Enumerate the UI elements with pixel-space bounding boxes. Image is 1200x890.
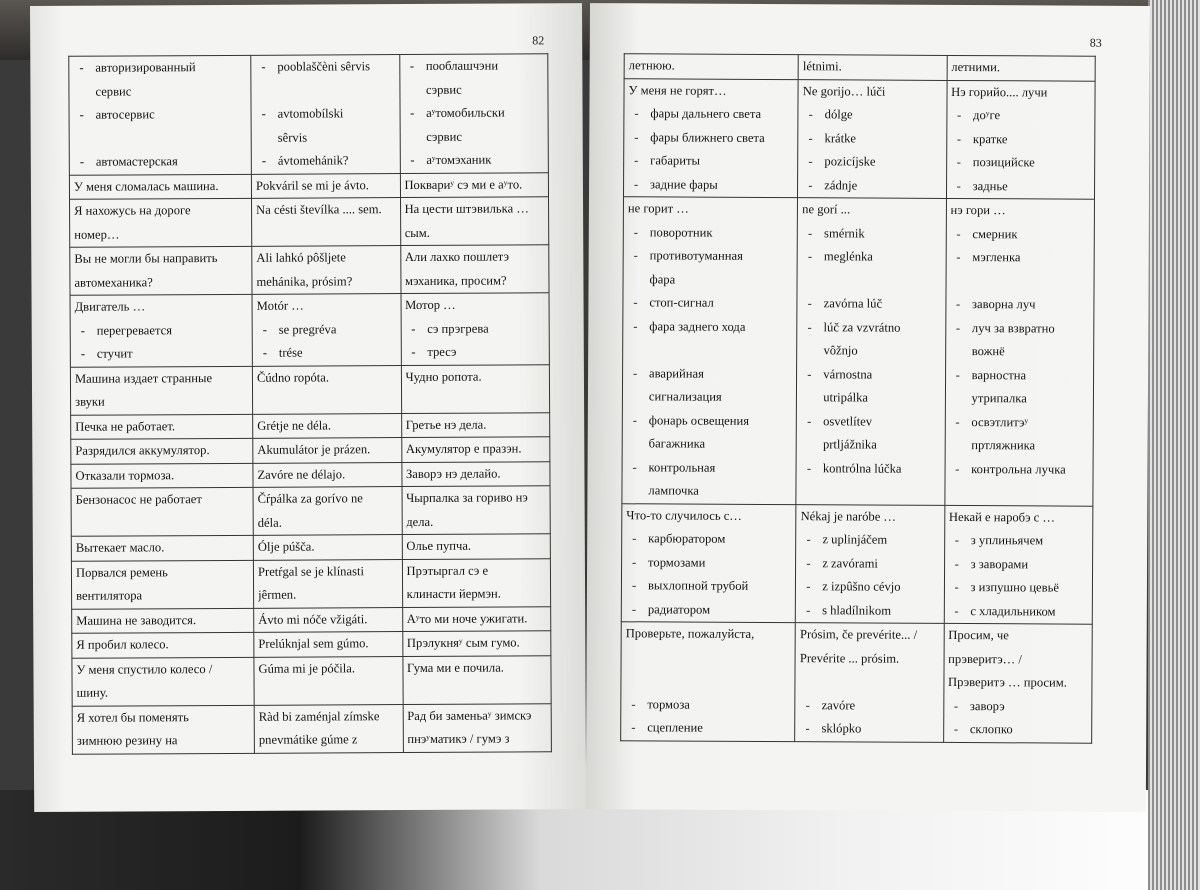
transcription-cell [403,703,552,752]
russian-cell [623,78,798,197]
table-row [70,293,549,367]
list-item: - z zavórami [800,552,940,576]
phrase-line: Мотор … [405,297,456,313]
list-item: - trése [257,341,398,365]
phrase-line: pnevmátike gúme z [258,732,358,747]
phrase-line: Гретье нэ дела. [405,417,487,432]
list-item: - контрольна лучка [949,457,1089,481]
phrase-line: Pretŕgal se je klínasti [257,563,364,579]
list-item: - с хладильником [948,599,1088,623]
phrase-line: Pokváril se mi je ávto. [255,177,369,193]
phrase-line: Я хотел бы поменять [76,709,189,725]
russian-cell [70,198,252,247]
list-item: - z uplinjáčem [800,528,940,552]
phrase-line: летними. [951,59,1001,75]
spacer [625,646,792,694]
table-row [72,655,551,706]
phrase-line: Вы не могли бы направить [74,251,218,266]
transcription-cell [402,655,551,704]
phrase-line: Али лахко пошлетэ [404,249,510,265]
russian-cell [72,657,254,706]
list-item: - lúč za vzvrátno [802,316,942,340]
phrase-line: Проверьте, пожалуйста, [625,626,755,641]
transcription-cell [946,80,1095,199]
phrase-line: Отказали тормоза. [75,467,175,483]
phrase-line: мэханика, просим? [404,273,507,288]
slovene-cell [251,55,400,174]
list-item: - выхлопной трубой [626,574,792,598]
table-row [622,197,1095,506]
phrase-line: Ali lahkó pôšljete [256,250,346,265]
phrase-line: Prevérite ... prósim. [799,650,900,666]
phrase-line: vôžnjo [823,343,858,358]
slovene-cell [253,438,402,463]
phrase-line: лампочка [648,483,699,498]
phrase-line: Ольe пупча. [406,538,472,554]
phrase-line: вожнё [971,344,1005,359]
transcription-cell [401,293,550,365]
transcription-cell [401,461,550,486]
transcription-cell [402,631,551,656]
list-item: - доʸге [951,104,1091,128]
phrase-line: клинасти йермэн. [406,586,501,602]
slovene-cell [252,198,401,247]
phrase-line: Čúdno ropóta. [256,369,330,385]
phrase-line: Порвался ремень [75,564,168,580]
list-item: - аʸтомобильски [404,101,545,125]
slovene-cell [798,79,947,198]
slovene-cell [796,504,945,623]
transcription-cell [402,606,551,631]
russian-cell [72,705,254,754]
phrase-line: прэверитэ… / [948,651,1022,666]
phrase-line: utripálka [823,390,869,405]
phrase-line: Прэверитэ … просим. [948,674,1067,690]
transcription-cell [402,558,551,607]
phrase-line: Чудно ропота. [405,369,482,384]
phrase-line: сервис [95,83,132,99]
phrase-line: автомеханика? [74,274,153,290]
list-item: - автомастерская [74,150,248,174]
phrase-line: пртляжника [971,438,1036,453]
phrasebook-table [620,53,1096,743]
russian-cell [624,54,798,79]
phrase-line: Akumulátor je prázen. [257,442,371,457]
list-item: - dólge [803,103,943,127]
transcription-cell [947,55,1096,80]
list-item: - луч за взвратно [950,316,1090,340]
russian-cell [71,560,253,609]
list-item: - заворна луч [950,293,1090,317]
slovene-cell [796,198,946,505]
phrase-line: На цести штэвилька … [404,201,529,217]
spacer [802,269,942,293]
russian-cell [71,438,253,463]
phrase-line: Что-то случилось с… [626,507,742,523]
russian-cell [70,294,252,366]
russian-cell [70,246,252,295]
phrase-line: Ávto mi nóče vžigáti. [258,611,368,627]
slovene-cell [795,623,944,742]
phrase-line: létnimi. [802,59,842,74]
phrase-line: сэрвис [425,82,462,97]
phrase-line: Некай е наробэ с … [948,509,1056,525]
transcription-cell [400,245,549,294]
slovene-cell [254,607,403,632]
russian-cell [71,535,253,560]
transcription-cell [945,198,1095,505]
phrase-line: Nékaj je naróbe … [800,508,897,524]
table-row [71,486,550,537]
phrase-line: нэ гори … [950,202,1006,218]
phrase-line: фара [649,271,676,287]
phrase-line: сым. [404,225,430,240]
transcription-cell [402,486,551,535]
phrase-line: Бензонасос не работает [75,492,202,507]
list-item: - osvetlítev [801,410,941,434]
russian-cell [70,366,252,415]
phrase-line: Я нахожусь на дороге [74,203,191,218]
list-item: - аварийная [627,362,793,386]
phrase-line: вентилятора [76,588,143,603]
phrase-line: У меня сломалась машина. [73,178,219,194]
list-item: - фары дальнего света [628,102,794,126]
book-page-edges [1148,0,1200,890]
transcription-cell [944,505,1093,624]
list-item: - фары ближнего света [628,126,794,150]
russian-cell [72,608,254,633]
slovene-cell [798,55,946,80]
slovene-cell [253,462,402,487]
phrase-line: Вытекает масло. [75,540,165,555]
spacer [949,481,1089,505]
phrase-line: prtljážnika [822,437,877,452]
phrase-line: Я пробил колесо. [76,637,169,652]
list-item: - ávtomehánik? [256,149,397,173]
list-item: - kontrólna lúčka [801,457,941,481]
list-item: - освэтлитэʸ [949,410,1089,434]
table-row [621,503,1093,624]
list-item: - zavóre [800,694,940,718]
phrase-line: Заворэ нэ делайо. [405,466,501,481]
russian-cell [71,487,253,536]
phrase-line: Машина не заводится. [76,612,197,628]
spacer [950,269,1090,293]
table-row [621,622,1093,743]
phrase-line: Просим, че [948,627,1009,643]
list-item: - аʸтомэханик [404,148,545,172]
slovene-cell [254,656,403,705]
phrase-line: Нэ горийо.... лучи [951,84,1048,99]
list-item: - s hladílnikom [800,599,940,623]
page-number: 83 [1089,35,1102,50]
list-item: - склопко [948,718,1088,742]
table-row [69,54,549,175]
phrase-line: Акумулятор е празэн. [405,441,522,457]
slovene-cell [254,632,403,657]
transcription-cell [400,197,549,246]
table-row [70,364,549,415]
transcription-cell [401,412,550,437]
phrase-line: Чырпалка за гориво нэ [406,490,528,506]
list-item: - авторизированный [73,56,247,80]
phrase-line: Прэтыргал сэ е [406,563,489,578]
list-item: - zádnje [802,174,942,198]
page-number: 82 [532,33,545,48]
left-page [30,3,586,812]
slovene-cell [253,487,402,536]
list-item: - з уплиньячем [949,529,1089,553]
list-item: - pozicíjske [802,150,942,174]
phrase-line: Машина издает странные [74,370,213,386]
russian-cell [622,197,798,504]
spacer [800,670,940,694]
phrase-line: не горит … [627,201,689,216]
phrase-line: Ólje púšča. [257,539,315,554]
list-item: - тормоза [625,693,791,717]
russian-cell [71,414,253,439]
phrase-line: Prósim, če prevérite... / [799,627,918,642]
table-row [71,558,550,609]
phrase-line: сэрвис [426,129,462,144]
transcription-cell [402,534,551,559]
phrase-line: ne gorí ... [802,202,851,217]
list-item: - контрольная [627,456,793,480]
table-row [623,78,1095,199]
phrase-line: Двигатель … [74,299,146,314]
list-item: - se pregréva [257,318,398,342]
spacer [627,338,793,362]
list-item: - zavórna lúč [802,292,942,316]
list-item: - фонарь освещения [627,409,793,433]
phrase-line: летнюю. [628,58,675,73]
phrase-line: Гума ми е почила. [406,660,504,675]
slovene-cell [253,559,402,608]
phrase-line: шину. [76,685,109,700]
list-item: - сцепление [625,716,791,740]
phrase-line: зимнюю резину на [76,733,178,748]
phrase-line: номер… [74,227,120,242]
list-item: - позицийске [951,151,1091,175]
list-item: - карбюратором [626,527,792,551]
table-row [624,54,1095,81]
slovene-cell [252,294,401,366]
spacer [801,480,941,504]
phrase-line: сигнализация [648,389,722,404]
list-item: - стучит [75,342,249,366]
list-item: - фара заднего хода [627,315,793,339]
list-item: - стоп-сигнал [627,291,793,315]
table-row [70,197,549,248]
list-item: - z izpûšno cévjo [800,575,940,599]
list-item: - задние фары [628,173,794,197]
list-item: - габариты [628,149,794,173]
phrase-line: дела. [406,514,434,529]
phrase-line: Печка не работает. [75,418,176,434]
phrase-line: багажника [648,436,706,451]
slovene-cell [251,173,400,198]
list-item: - тормозами [626,551,792,575]
list-item: - поворотник [628,221,794,245]
right-page [586,3,1150,812]
phrase-line: У меня не горят… [628,82,727,98]
phrase-line: Рад би заменьаʸ зимскэ [407,707,532,723]
list-item: - тресэ [405,340,546,364]
russian-cell [621,622,796,741]
phrase-line: пнэʸматикэ / гумэ з [407,731,510,747]
table-row [71,412,550,439]
list-item: - кратке [951,127,1091,151]
phrase-line: Аʸто ми ноче ужигати. [406,610,528,626]
list-item: - противотуманная [628,244,794,268]
russian-cell [69,174,251,199]
spacer [74,126,248,150]
phrase-line: sêrvis [277,130,308,145]
phrase-line: déla. [257,515,282,530]
table-row [72,703,551,754]
slovene-cell [253,535,402,560]
phrase-line: Поквариʸ сэ ми е аʸто. [404,176,523,192]
list-item: - автосервис [74,103,248,127]
phrase-line: Ne gorijo… lúči [802,83,886,99]
list-item: - sklópko [799,717,939,741]
phrasebook-table [68,53,552,754]
list-item: - meglénka [802,245,942,269]
table-row [71,534,550,561]
table-row [69,172,548,199]
list-item: - смерник [950,222,1090,246]
list-item: - варностна [950,363,1090,387]
slovene-cell [252,246,401,295]
phrase-line: Čŕpálka za gorívo ne [257,491,363,506]
list-item: - заворэ [948,694,1088,718]
list-item: - smérnik [802,222,942,246]
table-row [70,245,549,296]
slovene-cell [254,704,403,753]
transcription-cell [399,54,548,173]
slovene-cell [252,365,401,414]
list-item: - pooblaščèni sêrvis [255,55,396,79]
list-item: - з заворами [949,552,1089,576]
transcription-cell [943,623,1092,742]
russian-cell [69,55,252,174]
russian-cell [621,503,796,622]
phrase-line: Na césti števílka .... sem. [256,202,382,217]
russian-cell [71,463,253,488]
phrase-line: Ràd bi zaménjal zímske [258,708,380,724]
list-item: - задньe [951,174,1091,198]
list-item: - krátke [803,127,943,151]
phrase-line: Motór … [256,298,304,313]
list-item: - мэгленка [950,246,1090,270]
phrase-line: звуки [75,394,105,409]
list-item: - радиатором [626,598,792,622]
table-row [71,437,550,464]
russian-cell [72,632,254,657]
table-row [71,461,550,488]
list-item: - сэ прэгрева [405,317,546,341]
phrase-line: Прэлукняʸ сым гумо. [406,635,520,651]
phrase-line: У меня спустило колесо / [76,661,213,677]
table-row [72,631,551,658]
phrase-line: Zavóre ne délajo. [257,466,346,482]
list-item: - várnostna [801,363,941,387]
transcription-cell [401,364,550,413]
transcription-cell [401,437,550,462]
slovene-cell [253,413,402,438]
list-item: - перегревается [75,318,249,342]
spacer [255,79,396,103]
transcription-cell [400,172,549,197]
table-row [72,606,551,633]
phrase-line: mehánika, prósim? [256,273,353,289]
phrase-line: Gúma mi je póčila. [258,660,356,676]
phrase-line: Разрядился аккумулятор. [75,443,210,458]
phrase-line: jêrmen. [258,587,297,602]
list-item: - з изпушно цевьё [949,576,1089,600]
phrase-line: утрипалка [971,391,1027,406]
list-item: - пооблашчэни [404,54,545,78]
phrase-line: Grétje ne déla. [257,417,332,433]
phrase-line: Prelúknjal sem gúmo. [258,636,369,651]
list-item: - avtomobílski [256,102,397,126]
